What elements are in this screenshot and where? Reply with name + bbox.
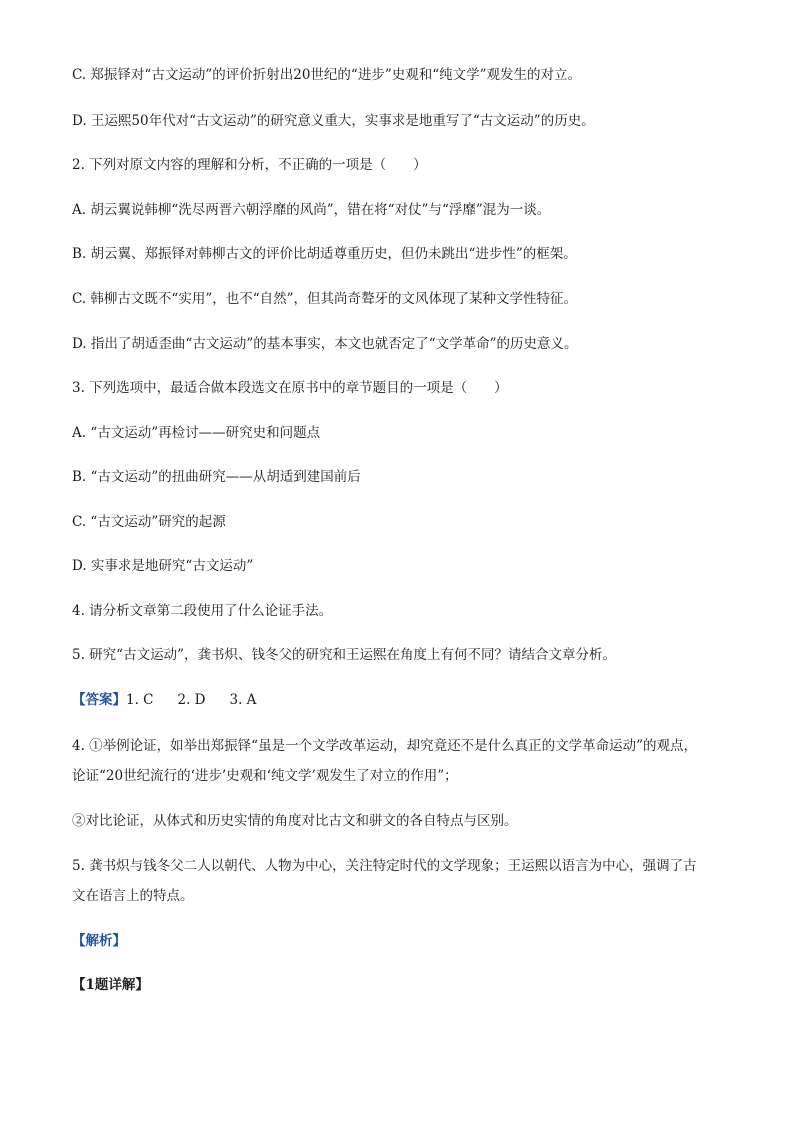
option-b-q2: B. 胡云翼、郑振铎对韩柳古文的评价比胡适尊重历史，但仍未跳出“进步性”的框架。 (72, 246, 577, 262)
question-4: 4. 请分析文章第二段使用了什么论证手法。 (72, 603, 333, 619)
detail-1-tag: 【1题详解】 (72, 977, 149, 993)
answer-1: 1. C (126, 692, 154, 708)
answer-4-line-3: ②对比论证，从体式和历史实情的角度对比古文和骈文的各自特点与区别。 (72, 813, 518, 829)
analysis-tag: 【解析】 (72, 933, 126, 949)
answer-4-line-1: 4. ①举例论证，如举出郑振铎“虽是一个文学改革运动，却究竟还不是什么真正的文学革命运动”的观点， (72, 738, 697, 754)
option-d-q3: D. 实事求是地研究“古文运动” (72, 558, 254, 574)
option-c-q2: C. 韩柳古文既不“实用”，也不“自然”，但其尚奇聱牙的文风体现了某种文学性特征。 (72, 291, 578, 307)
answer-4-line-2: 论证“20世纪流行的‘进步’史观和‘纯文学’观发生了对立的作用”； (72, 768, 458, 784)
option-c-q1: C. 郑振铎对“古文运动”的评价折射出20世纪的“进步”史观和“纯文学”观发生的对立。 (72, 67, 582, 83)
option-b-q3: B. “古文运动”的扭曲研究——从胡适到建国前后 (72, 469, 361, 485)
option-d-q1: D. 王运熙50年代对“古文运动”的研究意义重大，实事求是地重写了“古文运动”的历史。 (72, 113, 595, 129)
answer-5-line-2: 文在语言上的特点。 (72, 888, 194, 904)
answer-2: 2. D (177, 692, 206, 708)
answer-5-line-1: 5. 龚书炽与钱冬父二人以朝代、人物为中心，关注特定时代的文学现象；王运熙以语言为中心，强调了古 (72, 858, 697, 874)
answer-row (72, 691, 732, 709)
question-2: 2. 下列对原文内容的理解和分析，不正确的一项是（ ） (72, 157, 427, 173)
question-5: 5. 研究“古文运动”，龚书炽、钱冬父的研究和王运熙在角度上有何不同？请结合文章分析。 (72, 647, 616, 663)
question-3: 3. 下列选项中，最适合做本段选文在原书中的章节题目的一项是（ ） (72, 380, 508, 396)
option-d-q2: D. 指出了胡适歪曲“古文运动”的基本事实，本文也就否定了“文学革命”的历史意义。 (72, 336, 578, 352)
answer-3: 3. A (229, 692, 257, 708)
option-a-q3: A. “古文运动”再检讨——研究史和问题点 (72, 425, 321, 441)
option-a-q2: A. 胡云翼说韩柳“洗尽两晋六朝浮靡的风尚”，错在将“对仗”与“浮靡”混为一谈。 (72, 202, 551, 218)
answer-tag: 【答案】 (72, 692, 126, 708)
option-c-q3: C. “古文运动”研究的起源 (72, 514, 226, 530)
